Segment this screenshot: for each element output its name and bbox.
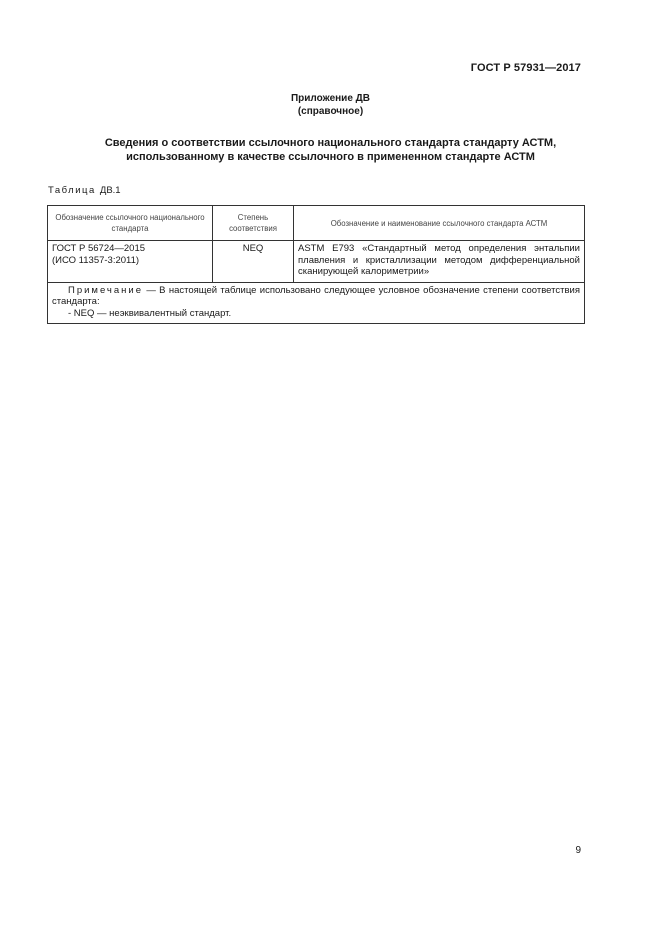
table-note xyxy=(48,282,585,324)
section-heading xyxy=(0,136,661,164)
annex-title: Приложение ДВ xyxy=(290,93,371,104)
table-caption-number: ДВ.1 xyxy=(99,185,121,196)
note-text xyxy=(52,285,580,308)
table-header-row xyxy=(48,206,585,241)
table-note-row xyxy=(48,282,585,324)
reference-table xyxy=(47,205,585,324)
national-standard-code: ГОСТ Р 56724—2015 xyxy=(52,243,146,254)
table-row xyxy=(48,241,585,283)
annex-title-block xyxy=(0,92,661,118)
page-number: 9 xyxy=(575,845,581,856)
note-item: - NEQ — неэквивалентный стандарт. xyxy=(68,307,232,319)
annex-subtitle: (справочное) xyxy=(297,106,364,117)
column-header-national-standard: Обозначение ссылочного национального стандарта xyxy=(48,206,213,241)
note-body: — В настоящей таблице использовано следующее условное обозначение степени соответствия стандарта: xyxy=(52,284,580,307)
document-number: ГОСТ Р 57931—2017 xyxy=(470,62,581,74)
section-heading-line-2: использованному в качестве ссылочного в примененном стандарте АСТМ xyxy=(126,151,535,163)
cell-astm-standard: ASTM E793 «Стандартный метод определения энтальпии плавления и кристаллизации методом дифференциальной сканирующей калориметрии» xyxy=(294,241,585,283)
national-standard-iso: (ИСО 11357-3:2011) xyxy=(52,254,140,266)
column-header-degree: Степень соответствия xyxy=(213,206,294,241)
cell-national-standard xyxy=(48,241,213,283)
table-caption-word: Таблица xyxy=(48,185,96,196)
cell-degree: NEQ xyxy=(213,241,294,283)
note-label: Примечание xyxy=(68,284,143,296)
section-heading-line-1: Сведения о соответствии ссылочного национального стандарта стандарту АСТМ, xyxy=(104,137,557,149)
table-caption xyxy=(48,185,121,196)
column-header-astm-standard: Обозначение и наименование ссылочного стандарта АСТМ xyxy=(294,206,585,241)
